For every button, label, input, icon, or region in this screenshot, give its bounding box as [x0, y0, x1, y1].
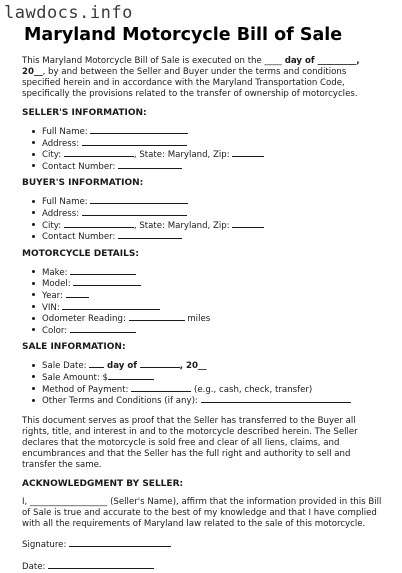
seller-full-name-label: Full Name:	[42, 127, 88, 137]
sale-amount-label: Sale Amount: $	[42, 372, 108, 383]
sale-year-field[interactable]: __	[197, 361, 207, 372]
motorcycle-color	[32, 325, 384, 337]
buyer-city	[32, 220, 384, 232]
motorcycle-odometer	[32, 313, 384, 325]
motorcycle-model-field[interactable]	[73, 278, 141, 286]
buyer-contact	[32, 231, 384, 243]
buyer-address-field[interactable]	[82, 208, 187, 216]
buyer-zip-field[interactable]	[232, 220, 264, 228]
intro-day-blank[interactable]: ____	[264, 56, 282, 66]
intro-paragraph	[22, 56, 384, 100]
seller-address	[32, 138, 384, 150]
date-line	[22, 561, 384, 573]
buyer-city-label: City:	[42, 220, 62, 231]
motorcycle-fields	[32, 267, 384, 337]
motorcycle-vin-field[interactable]	[62, 302, 160, 310]
motorcycle-make-field[interactable]	[70, 267, 136, 275]
sale-payment-label: Method of Payment:	[42, 384, 129, 395]
sale-payment	[32, 384, 384, 396]
buyer-city-field[interactable]	[64, 220, 134, 228]
seller-contact-label: Contact Number:	[42, 161, 116, 172]
seller-address-label: Address:	[42, 138, 80, 149]
seller-full-name	[32, 126, 384, 138]
motorcycle-year	[32, 290, 384, 302]
intro-month-blank[interactable]: _________	[317, 56, 357, 66]
motorcycle-odometer-field[interactable]	[129, 313, 185, 321]
signature-line	[22, 539, 384, 551]
sale-month-field[interactable]	[140, 360, 180, 368]
seller-city-field[interactable]	[64, 149, 134, 157]
sale-fields	[32, 360, 384, 406]
seller-city-label: City:	[42, 150, 62, 161]
ack-heading: ACKNOWLEDGMENT BY SELLER:	[22, 478, 184, 489]
seller-heading: SELLER'S INFORMATION:	[22, 108, 147, 118]
document-title: Maryland Motorcycle Bill of Sale	[24, 25, 343, 45]
intro-part2: , by and between the Seller and Buyer under the terms and conditions specified herein and in accordance with the Maryland Transportation Code, specifically the provisions related to the transfer of ownership of motorcycles.	[22, 67, 358, 99]
buyer-full-name-field[interactable]	[90, 196, 188, 204]
motorcycle-vin-label: VIN:	[42, 302, 60, 313]
signature-label: Signature:	[22, 539, 67, 550]
seller-zip-field[interactable]	[232, 149, 264, 157]
motorcycle-year-field[interactable]	[66, 290, 89, 298]
sale-other-label: Other Terms and Conditions (if any):	[42, 396, 198, 407]
document-body	[22, 56, 384, 573]
sale-date-label: Sale Date:	[42, 361, 87, 372]
motorcycle-heading: MOTORCYCLE DETAILS:	[22, 248, 139, 259]
ack-seller-name-field[interactable]: __________________	[30, 496, 108, 507]
motorcycle-miles-label: miles	[187, 314, 211, 325]
site-watermark: lawdocs.info	[4, 3, 133, 23]
date-label: Date:	[22, 561, 46, 572]
sale-date	[32, 360, 384, 372]
seller-address-field[interactable]	[82, 138, 187, 146]
intro-year-blank[interactable]: __	[33, 67, 43, 77]
sale-other-field[interactable]	[201, 395, 351, 403]
buyer-contact-label: Contact Number:	[42, 232, 116, 243]
sale-heading: SALE INFORMATION:	[22, 342, 126, 353]
buyer-heading: BUYER'S INFORMATION:	[22, 178, 144, 189]
intro-day-label: day of	[281, 56, 318, 66]
sale-amount	[32, 372, 384, 384]
intro-year-label: , 20	[22, 56, 360, 77]
motorcycle-model	[32, 278, 384, 290]
sale-day-field[interactable]	[89, 360, 104, 368]
motorcycle-make	[32, 267, 384, 279]
buyer-contact-field[interactable]	[118, 231, 182, 239]
seller-fields	[32, 126, 384, 172]
buyer-fields	[32, 196, 384, 242]
signature-field[interactable]	[69, 539, 171, 547]
date-field[interactable]	[48, 561, 154, 569]
seller-contact	[32, 161, 384, 173]
motorcycle-color-field[interactable]	[70, 325, 136, 333]
seller-city	[32, 149, 384, 161]
buyer-address	[32, 208, 384, 220]
seller-full-name-field[interactable]	[90, 126, 188, 134]
sale-day-label: day of	[107, 361, 137, 372]
sale-other	[32, 395, 384, 407]
seller-contact-field[interactable]	[118, 161, 182, 169]
sale-amount-field[interactable]	[108, 372, 154, 380]
intro-part1: This Maryland Motorcycle Bill of Sale is executed on the	[22, 56, 265, 66]
motorcycle-model-label: Model:	[42, 279, 71, 290]
motorcycle-year-label: Year:	[42, 290, 63, 301]
buyer-address-label: Address:	[42, 208, 80, 219]
motorcycle-vin	[32, 302, 384, 314]
motorcycle-odometer-label: Odometer Reading:	[42, 314, 126, 325]
motorcycle-color-label: Color:	[42, 325, 68, 336]
seller-state-label: , State: Maryland, Zip:	[133, 150, 230, 161]
ack-text-post: (Seller's Name), affirm that the information provided in this Bill of Sale is true and accurate to the best of my knowledge and that I have complied with all the requirements of Maryland law related to the sale of this motorcycle.	[22, 496, 382, 529]
sale-year-label: , 20	[179, 361, 198, 372]
motorcycle-make-label: Make:	[42, 267, 68, 278]
buyer-full-name-label: Full Name:	[42, 197, 88, 208]
buyer-full-name	[32, 196, 384, 208]
sale-payment-note: (e.g., cash, check, transfer)	[193, 384, 313, 395]
transfer-paragraph: This document serves as proof that the Seller has transferred to the Buyer all rights, title, and interest in and to the motorcycle described herein. The Seller declares that the motorcycle is sold free and clear of all liens, claims, and encumbrances and that the Seller has the full right and authority to sell and transfer the same.	[22, 415, 358, 470]
buyer-state-label: , State: Maryland, Zip:	[133, 220, 230, 231]
sale-payment-field[interactable]	[131, 384, 191, 392]
ack-paragraph	[22, 497, 384, 530]
ack-text-pre: I,	[22, 496, 30, 507]
